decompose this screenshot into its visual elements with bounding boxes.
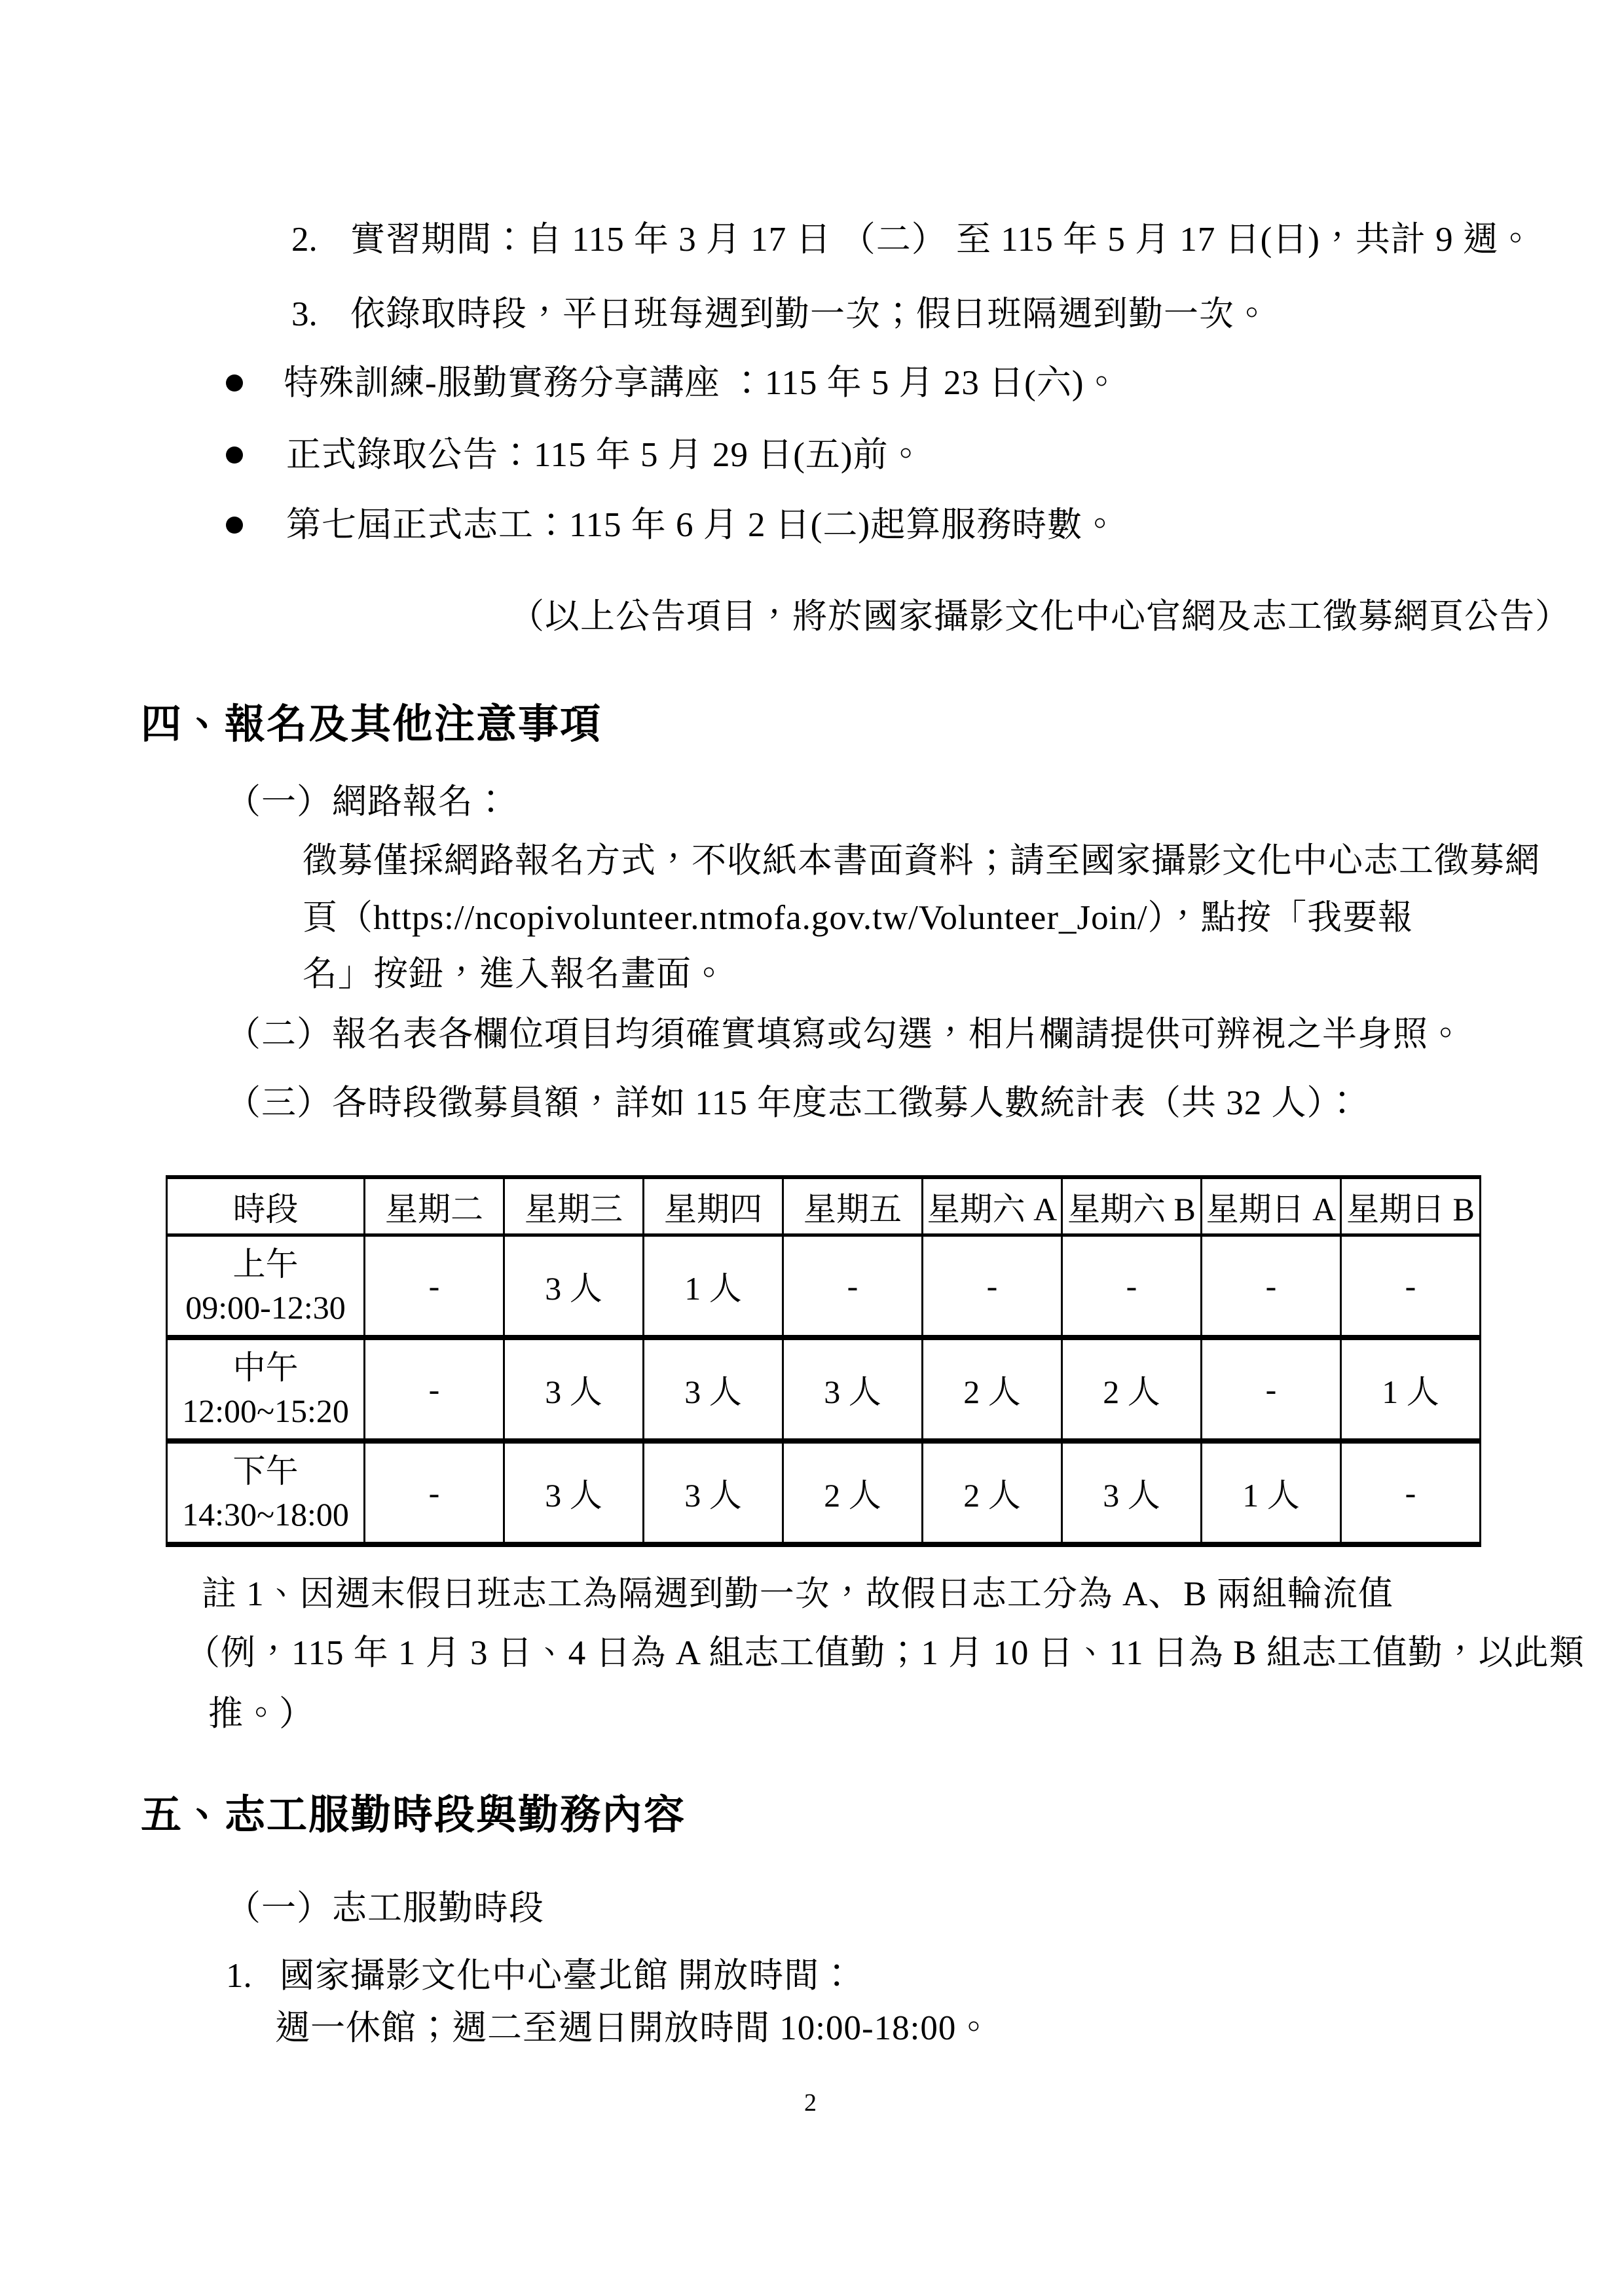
table-cell: 2 人 xyxy=(783,1441,923,1544)
slot-time: 14:30~18:00 xyxy=(182,1496,349,1533)
table-cell: - xyxy=(923,1235,1062,1338)
table-cell: 2 人 xyxy=(923,1338,1062,1441)
list-item-text: 國家攝影文化中心臺北館 開放時間： xyxy=(280,1957,855,1995)
slot-label-cell xyxy=(167,1338,365,1441)
table-cell: - xyxy=(1341,1235,1481,1338)
subitem-label: （一）志工服勤時段 xyxy=(226,1889,544,1927)
slot-time: 12:00~15:20 xyxy=(182,1393,349,1429)
bullet-icon xyxy=(226,446,243,464)
list-item-text: 週一休館；週二至週日開放時間 10:00-18:00。 xyxy=(275,2009,992,2047)
slot-label-cell xyxy=(167,1441,365,1544)
table-cell: 1 人 xyxy=(1202,1441,1341,1544)
bullet-icon xyxy=(226,517,243,534)
table-cell: - xyxy=(1341,1441,1481,1544)
page-number: 2 xyxy=(804,2089,817,2117)
subitem-label: （一）網路報名： xyxy=(226,783,509,821)
table-row xyxy=(167,1441,1481,1544)
table-cell: - xyxy=(1202,1338,1341,1441)
list-number: 3. xyxy=(291,295,318,333)
table-header-cell: 星期六 A xyxy=(923,1177,1062,1235)
announcement-note: （以上公告項目，將於國家攝影文化中心官網及志工徵募網頁公告） xyxy=(509,598,1570,636)
table-header-cell: 星期四 xyxy=(644,1177,783,1235)
table-cell: 3 人 xyxy=(783,1338,923,1441)
table-cell: - xyxy=(365,1235,504,1338)
table-cell: 1 人 xyxy=(1341,1338,1481,1441)
table-cell: 2 人 xyxy=(923,1441,1062,1544)
paragraph-line-url: 頁（https://ncopivolunteer.ntmofa.gov.tw/Volunteer_Join/），點按「我要報 xyxy=(303,899,1414,937)
table-note-line: 註 1、因週末假日班志工為隔週到勤一次，故假日志工分為 A、B 兩組輪流值 xyxy=(202,1575,1393,1613)
table-header-cell: 星期二 xyxy=(365,1177,504,1235)
bullet-item-text: 第七屆正式志工：115 年 6 月 2 日(二)起算服務時數。 xyxy=(286,506,1118,544)
table-row xyxy=(167,1235,1481,1338)
table-cell: - xyxy=(365,1441,504,1544)
list-number: 2. xyxy=(291,221,318,259)
table-header-cell: 星期日 B xyxy=(1341,1177,1481,1235)
table-header-cell: 星期五 xyxy=(783,1177,923,1235)
table-cell: - xyxy=(365,1338,504,1441)
table-row xyxy=(167,1338,1481,1441)
table-header-cell: 星期三 xyxy=(504,1177,644,1235)
recruitment-table xyxy=(166,1175,1481,1547)
list-number: 1. xyxy=(226,1957,252,1995)
table-cell: - xyxy=(1202,1235,1341,1338)
table-note-line: 推。） xyxy=(208,1695,314,1733)
table-cell: 3 人 xyxy=(644,1441,783,1544)
list-item-text: 實習期間：自 115 年 3 月 17 日 （二） 至 115 年 5 月 17 日(日)，共計 9 週。 xyxy=(350,221,1534,259)
slot-period: 中午 xyxy=(232,1349,299,1386)
table-cell: - xyxy=(783,1235,923,1338)
list-item-text: 依錄取時段，平日班每週到勤一次；假日班隔週到勤一次。 xyxy=(350,295,1270,333)
table-cell: 3 人 xyxy=(504,1235,644,1338)
table-header-cell: 時段 xyxy=(167,1177,365,1235)
table-cell: 3 人 xyxy=(504,1441,644,1544)
paragraph-line: 徵募僅採網路報名方式，不收紙本書面資料；請至國家攝影文化中心志工徵募網 xyxy=(303,842,1540,880)
bullet-icon xyxy=(226,374,243,392)
table-cell: 3 人 xyxy=(644,1338,783,1441)
table-cell: - xyxy=(1062,1235,1202,1338)
table-cell: 1 人 xyxy=(644,1235,783,1338)
slot-period: 下午 xyxy=(232,1453,299,1489)
table-header-cell: 星期六 B xyxy=(1062,1177,1202,1235)
paragraph-line: 名」按鈕，進入報名畫面。 xyxy=(303,955,727,993)
slot-time: 09:00-12:30 xyxy=(185,1289,346,1326)
bullet-item-text: 特殊訓練-服勤實務分享講座 ：115 年 5 月 23 日(六)。 xyxy=(284,364,1120,402)
table-header-cell: 星期日 A xyxy=(1202,1177,1341,1235)
section-heading-5: 五、志工服勤時段與勤務內容 xyxy=(141,1793,686,1838)
table-cell: 3 人 xyxy=(1062,1441,1202,1544)
table-cell: 3 人 xyxy=(504,1338,644,1441)
table-cell: 2 人 xyxy=(1062,1338,1202,1441)
subitem-text: （二）報名表各欄位項目均須確實填寫或勾選，相片欄請提供可辨視之半身照。 xyxy=(226,1015,1464,1053)
slot-period: 上午 xyxy=(232,1246,299,1283)
subitem-text: （三）各時段徵募員額，詳如 115 年度志工徵募人數統計表（共 32 人）： xyxy=(226,1084,1361,1122)
section-heading-4: 四、報名及其他注意事項 xyxy=(141,702,602,747)
bullet-item-text: 正式錄取公告：115 年 5 月 29 日(五)前。 xyxy=(286,436,924,474)
table-note-line: （例，115 年 1 月 3 日、4 日為 A 組志工值勤；1 月 10 日、11 日為 B 組志工值勤，以此類 xyxy=(185,1634,1585,1672)
slot-label-cell xyxy=(167,1235,365,1338)
table-header-row xyxy=(167,1177,1481,1235)
